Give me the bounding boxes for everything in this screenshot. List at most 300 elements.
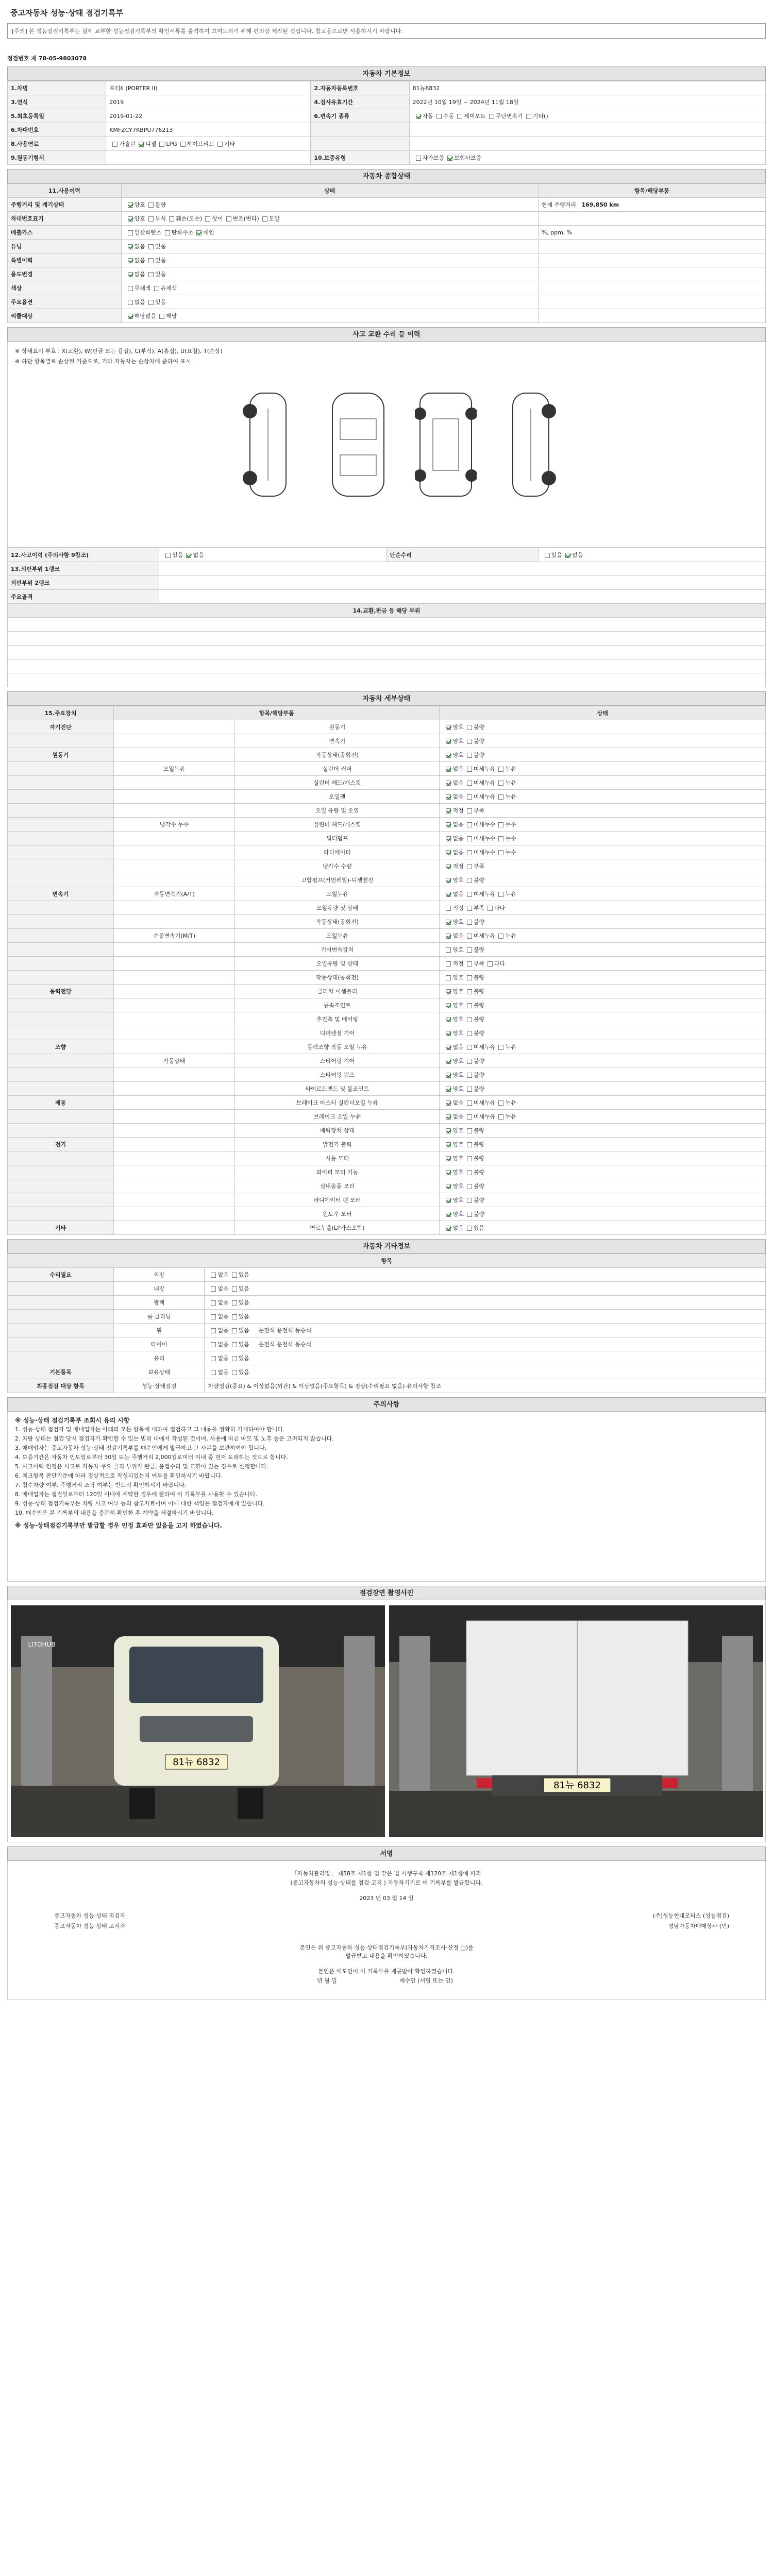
checkbox-label: 부족 [473, 863, 484, 870]
checkbox-label: 미세누수 [473, 835, 496, 842]
table-row [8, 81, 766, 95]
detail-item: 워터펌프 [235, 832, 440, 845]
rear-plate-text: 81뉴 6832 [553, 1780, 601, 1791]
detail-item: 오일 유량 및 오염 [235, 804, 440, 818]
detail-group [8, 1207, 114, 1221]
checkbox [416, 114, 421, 119]
detail-item: 브레이크 마스터 실린더오일 누유 [235, 1096, 440, 1110]
other-options [205, 1296, 766, 1310]
checkbox-label: 누유 [505, 1044, 516, 1050]
checkbox [232, 1300, 237, 1306]
checkbox [467, 1184, 472, 1189]
wheel-note: 운전석 운전석 동승석 [258, 1341, 312, 1348]
detail-options [440, 1026, 766, 1040]
detail-options [440, 1165, 766, 1179]
checkbox [186, 553, 191, 558]
checkbox [446, 753, 451, 758]
checkbox-label: 없음 [217, 1341, 229, 1348]
detail-group: 전기 [8, 1138, 114, 1151]
detail-subgroup [113, 1179, 234, 1193]
detail-options [440, 845, 766, 859]
checkbox [467, 1212, 472, 1217]
detail-group [8, 804, 114, 818]
checkbox-label: 과다 [494, 960, 506, 967]
checkbox [148, 258, 154, 263]
checkbox [467, 1087, 472, 1092]
detail-subgroup [113, 845, 234, 859]
detail-subgroup: 작동상태 [113, 1054, 234, 1068]
checkbox-label: 없음 [452, 891, 464, 897]
table-row [8, 776, 766, 790]
checkbox-label: 적정 [452, 807, 464, 814]
checkbox-label: 누유 [505, 1113, 516, 1120]
checkbox-label: 양호 [452, 1016, 464, 1023]
checkbox-label: 없음 [134, 243, 145, 250]
photo-front-view [11, 1605, 385, 1837]
detail-subgroup [113, 1026, 234, 1040]
table-row [8, 1124, 766, 1138]
detail-subgroup [113, 748, 234, 762]
checkbox [154, 286, 159, 291]
other-info-table [7, 1253, 766, 1393]
detail-group [8, 1179, 114, 1193]
detail-item: 등속조인트 [235, 998, 440, 1012]
checkbox [498, 794, 503, 800]
checkbox [226, 216, 231, 222]
table-row [8, 1165, 766, 1179]
general-row-label: 차대번호표기 [8, 212, 122, 226]
checkbox [148, 300, 154, 305]
detail-group [8, 776, 114, 790]
detail-item: 발전기 출력 [235, 1138, 440, 1151]
detail-group [8, 1110, 114, 1124]
checkbox [446, 1017, 451, 1022]
general-row-options [121, 198, 538, 212]
general-status-table [7, 183, 766, 323]
checkbox-label: 있음 [238, 1285, 249, 1292]
table-row [8, 915, 766, 929]
sign-line-1: 「자동차관리법」 제58조 제1항 및 같은 법 시행규칙 제120조 제1항에 따라 [291, 1870, 482, 1877]
table-row [8, 859, 766, 873]
checkbox [467, 850, 472, 855]
checkbox [165, 553, 171, 558]
checkbox-label: 해당없음 [134, 313, 157, 319]
checkbox [467, 892, 472, 897]
detail-item: 오일유량 및 상태 [235, 901, 440, 915]
checkbox [211, 1356, 216, 1361]
detail-options [440, 915, 766, 929]
table-row [8, 226, 766, 240]
detail-item: 시동 모터 [235, 1151, 440, 1165]
checkbox [467, 1128, 472, 1133]
checkbox [128, 272, 133, 277]
detail-item: 디퍼렌셜 기어 [235, 1026, 440, 1040]
checkbox-label: 양호 [452, 1030, 464, 1037]
detail-options [440, 859, 766, 873]
checkbox-label: 무단변속기 [495, 113, 523, 120]
checkbox [148, 244, 154, 249]
detail-group [8, 832, 114, 845]
checkbox [467, 1142, 472, 1147]
detail-subgroup [113, 901, 234, 915]
detail-subgroup: 자동변속기(A/T) [113, 887, 234, 901]
checkbox [446, 1059, 451, 1064]
checkbox-label: 없음 [193, 552, 204, 558]
basic-label-1: 3.연식 [8, 95, 106, 109]
detail-group: 자기진단 [8, 720, 114, 734]
checkbox-label: 누유 [505, 793, 516, 800]
detail-options [440, 971, 766, 985]
table-row [8, 762, 766, 776]
detail-subgroup [113, 998, 234, 1012]
detail-group [8, 998, 114, 1012]
table-row [8, 1110, 766, 1124]
emission-units: %, ppm, % [541, 229, 573, 236]
other-group [8, 1296, 114, 1310]
detail-options [440, 1179, 766, 1193]
warranty-options [409, 151, 765, 165]
checkbox-label: 없음 [217, 1327, 229, 1334]
simple-repair-options [538, 548, 765, 562]
table-row [8, 1096, 766, 1110]
checkbox-label: 자동 [422, 113, 433, 120]
checkbox-label: 불량 [473, 1127, 484, 1134]
checkbox-label: 불량 [473, 1169, 484, 1176]
cert-number: 정검번호 제 78-05-9803078 [7, 55, 87, 62]
general-row-label: 리콜대상 [8, 309, 122, 323]
table-row [8, 1012, 766, 1026]
checkbox [446, 1184, 451, 1189]
checkbox-label: 불량 [473, 1197, 484, 1204]
basic-label-1: 1.차명 [8, 81, 106, 95]
checkbox [447, 156, 452, 161]
detail-group [8, 971, 114, 985]
notes-line: 8. 매매업자는 점검일로부터 120일 이내에 계약한 경우에 한하여 이 기록부를 사용할 수 있습니다. [15, 1491, 258, 1498]
detail-subgroup: 냉각수 누수 [113, 818, 234, 832]
other-options [205, 1337, 766, 1351]
detail-group [8, 873, 114, 887]
section-signature: 서명 [7, 1846, 766, 1861]
detail-col-3: 상태 [440, 706, 766, 720]
checkbox-label: 미세누유 [473, 933, 496, 939]
checkbox-label: 없음 [452, 766, 464, 772]
checkbox-label: 불량 [473, 1141, 484, 1148]
checkbox [467, 934, 472, 939]
checkbox [446, 1142, 451, 1147]
table-row [8, 1310, 766, 1324]
checkbox [128, 300, 133, 305]
receive-line-2: 발급받고 내용을 확인하였습니다. [345, 1953, 428, 1959]
table-row [8, 873, 766, 887]
notes-line: 7. 침수차량 여부, 주행거리 조작 여부는 반드시 확인하시기 바랍니다. [15, 1482, 187, 1488]
table-row [8, 646, 766, 659]
checkbox [467, 906, 472, 911]
detail-subgroup [113, 873, 234, 887]
notes-line: 3. 매매업자는 중고자동차 성능·상태 점검기록부를 매수인에게 발급하고 그 사본을 보관하여야 합니다. [15, 1445, 267, 1451]
checkbox [446, 975, 451, 980]
checkbox [467, 989, 472, 994]
checkbox [467, 781, 472, 786]
checkbox [436, 114, 442, 119]
section-photos: 점검장면 촬영사진 [7, 1586, 766, 1600]
basic-value-2 [409, 137, 765, 151]
detail-item: 라디에이터 팬 모터 [235, 1193, 440, 1207]
general-row-options [121, 253, 538, 267]
checkbox [211, 1300, 216, 1306]
checkbox-label: 양호 [452, 1058, 464, 1064]
other-options [205, 1324, 766, 1337]
checkbox [446, 906, 451, 911]
detail-options [440, 1138, 766, 1151]
car-diagram-area [7, 342, 766, 548]
checkbox-label: 일산화탄소 [134, 229, 162, 236]
detail-item: 오일팬 [235, 790, 440, 804]
basic-label-1: 9.원동기형식 [8, 151, 106, 165]
checkbox-label: 누수 [505, 849, 516, 856]
detail-subgroup [113, 915, 234, 929]
checkbox [545, 553, 550, 558]
buyer-sign: 매수인 (서명 또는 인) [399, 1977, 453, 1984]
other-item: 보유상태 [113, 1365, 205, 1379]
detail-subgroup [113, 1138, 234, 1151]
sign-line-2: (중고자동차의 성능·상태를 점검·고지 ) 자동차기기로 이 기록부를 발급합니다. [290, 1879, 483, 1886]
checkbox [446, 1045, 451, 1050]
detail-options [440, 1068, 766, 1082]
signature-block [7, 1861, 766, 2000]
detail-item: 배력장치 상태 [235, 1124, 440, 1138]
general-row-options [121, 226, 538, 240]
checkbox [467, 725, 472, 730]
wheel-note: 운전석 운전석 동승석 [258, 1327, 312, 1334]
checkbox-label: 없음 [452, 793, 464, 800]
checkbox [446, 1212, 451, 1217]
checkbox-label: 불량 [473, 724, 484, 731]
checkbox [467, 1100, 472, 1106]
checkbox-label: 없음 [217, 1369, 229, 1376]
checkbox-label: 디젤 [145, 141, 157, 147]
other-options [205, 1365, 766, 1379]
table-row [8, 267, 766, 281]
other-group [8, 1351, 114, 1365]
checkbox [467, 878, 472, 883]
checkbox-label: 없음 [452, 779, 464, 786]
detail-group [8, 943, 114, 957]
page-title: 중고자동차 성능·상태 점검기록부 [10, 8, 124, 18]
detail-item: 실린더 헤드/개스킷 [235, 818, 440, 832]
table-row [8, 618, 766, 632]
detail-subgroup: 수동변속기(M/T) [113, 929, 234, 943]
checkbox-label: 양호 [452, 1002, 464, 1009]
checkbox-label: 보험사보증 [454, 155, 482, 161]
table-row [8, 790, 766, 804]
detail-item: 실린더 헤드/개스킷 [235, 776, 440, 790]
receive-line-1: 본인은 위 중고자동차 성능·상태점검기록부(자동차가격조사·산정 □)를 [299, 1944, 474, 1951]
checkbox-label: 누유 [505, 779, 516, 786]
checkbox-label: 양호 [452, 738, 464, 744]
detail-item: 실린더 커버 [235, 762, 440, 776]
detail-group [8, 859, 114, 873]
car-side-left-diagram [240, 388, 296, 501]
detail-options [440, 1221, 766, 1235]
basic-value-1: 2019 [106, 95, 311, 109]
table-row [8, 1379, 766, 1393]
transmission-options [409, 109, 765, 123]
checkbox-label: 불량 [473, 1183, 484, 1190]
detail-item: 작동상태(공회전) [235, 915, 440, 929]
checkbox [165, 230, 170, 235]
detail-item: 오일누유 [235, 929, 440, 943]
diagram-legend: ※ 상태표시 부호 : X(교환), W(판금 또는 용접), C(부식), A(흠집), U(요철), T(손상) [15, 348, 223, 354]
checkbox-label: 하이브리드 [187, 141, 214, 147]
detail-group [8, 1026, 114, 1040]
table-row [8, 1207, 766, 1221]
other-item: 외장 [113, 1268, 205, 1282]
other-options [205, 1282, 766, 1296]
checkbox [467, 1156, 472, 1161]
checkbox-label: 가솔린 [119, 141, 136, 147]
checkbox-label: 불량 [473, 877, 484, 884]
checkbox-label: 있음 [238, 1299, 249, 1306]
detail-options [440, 1110, 766, 1124]
checkbox-label: 미세누유 [473, 1044, 496, 1050]
detail-item: 기어변속장치 [235, 943, 440, 957]
checkbox-label: 없음 [452, 835, 464, 842]
basic-label-1: 6.차대번호 [8, 123, 106, 137]
checkbox-label: 없음 [452, 1044, 464, 1050]
checkbox-label: 없음 [217, 1272, 229, 1278]
checkbox-label: 없음 [452, 821, 464, 828]
notes-body [7, 1412, 766, 1582]
table-row [8, 845, 766, 859]
general-row-note [538, 309, 765, 323]
checkbox-label: 불량 [473, 1030, 484, 1037]
checkbox-label: 누유 [505, 766, 516, 772]
table-row [8, 562, 766, 576]
general-row-note [538, 212, 765, 226]
detail-options [440, 790, 766, 804]
checkbox [446, 794, 451, 800]
detail-subgroup [113, 1207, 234, 1221]
table-row [8, 720, 766, 734]
checkbox-label: 양호 [134, 201, 145, 208]
checkbox [467, 767, 472, 772]
checkbox-label: 양호 [452, 752, 464, 758]
checkbox [467, 1226, 472, 1231]
detail-item: 오일누유 [235, 887, 440, 901]
checkbox [498, 781, 503, 786]
checkbox-label: 도말 [268, 215, 280, 222]
detail-subgroup: 오일누유 [113, 762, 234, 776]
detail-subgroup [113, 1082, 234, 1096]
section-detail-status: 자동차 세부상태 [7, 691, 766, 706]
checkbox-label: 과다 [494, 905, 506, 911]
detail-group: 제동 [8, 1096, 114, 1110]
table-row [8, 901, 766, 915]
checkbox-label: 불량 [473, 1058, 484, 1064]
checkbox [446, 822, 451, 827]
mileage-label: 현재 주행거리 [541, 201, 576, 208]
detail-group [8, 790, 114, 804]
table-row [8, 673, 766, 687]
panel-rank-label: 13.외판부위 1랭크 [8, 562, 159, 576]
checkbox-label: 양호 [452, 946, 464, 953]
table-row [8, 1054, 766, 1068]
detail-subgroup [113, 1193, 234, 1207]
checkbox-label: 없음 [134, 271, 145, 278]
checkbox-label: 양호 [452, 1127, 464, 1134]
checkbox-label: 있음 [155, 271, 166, 278]
detail-item: 스티어링 기어 [235, 1054, 440, 1068]
checkbox-label: 없음 [452, 1099, 464, 1106]
checkbox [467, 794, 472, 800]
checkbox-label: 있음 [238, 1272, 249, 1278]
general-row-note [538, 226, 765, 240]
checkbox [467, 1073, 472, 1078]
detail-group [8, 929, 114, 943]
detail-group [8, 818, 114, 832]
notes-title: ※ 성능·상태 점검기록부 조회시 유의 사항 [15, 1417, 130, 1424]
checkbox [148, 202, 154, 208]
basic-label-2 [311, 137, 409, 151]
general-row-note [538, 253, 765, 267]
general-col-item: 11.사용이력 [8, 184, 122, 198]
checkbox [446, 1170, 451, 1175]
checkbox [467, 739, 472, 744]
notes-line: 9. 성능·상태 점검기록부는 차량 사고 여부 등의 참고자료이며 이에 대한 책임은 점검자에게 있습니다. [15, 1500, 265, 1507]
checkbox-label: 양호 [134, 215, 145, 222]
checkbox [128, 286, 133, 291]
detail-subgroup [113, 790, 234, 804]
checkbox [446, 1156, 451, 1161]
section-general-status: 자동차 종합상태 [7, 169, 766, 183]
photo-row [7, 1600, 766, 1842]
table-row [8, 1040, 766, 1054]
notes-line: 1. 성능·상태 점검자 및 매매업자는 아래의 모든 항목에 대하여 점검하고 그 내용을 정확히 기재하여야 합니다. [15, 1426, 285, 1433]
notes-line: 6. 체크항목 판단기준에 따라 정상적으로 작성되었는지 여부를 확인하시기 바랍니다. [15, 1472, 223, 1479]
detail-options [440, 873, 766, 887]
table-row [8, 1282, 766, 1296]
checkbox-label: 부족 [473, 960, 484, 967]
car-side-right-diagram [502, 388, 559, 501]
checkbox-label: 양호 [452, 919, 464, 925]
other-item: 휠 [113, 1324, 205, 1337]
detail-subgroup [113, 1040, 234, 1054]
checkbox [128, 216, 133, 222]
detail-subgroup [113, 1096, 234, 1110]
checkbox-label: 유채색 [160, 285, 177, 292]
inspector-label: 중고자동차 성능·상태 점검자 [54, 1912, 126, 1919]
general-row-label: 배출가스 [8, 226, 122, 240]
general-col-note: 항목/해당부품 [538, 184, 765, 198]
checkbox [446, 1226, 451, 1231]
checkbox-label: 미세누유 [473, 1099, 496, 1106]
detail-item: 윈도우 모터 [235, 1207, 440, 1221]
checkbox [180, 142, 186, 147]
checkbox [498, 892, 503, 897]
other-group [8, 1324, 114, 1337]
other-options [205, 1310, 766, 1324]
general-row-options [121, 212, 538, 226]
checkbox [467, 864, 472, 869]
checkbox [205, 216, 210, 222]
notes-footer: ※ 성능·상태점검기록부만 발급할 경우 인정 효과만 있음을 고지 하였습니다. [15, 1522, 222, 1529]
basic-value-2: 81뉴6832 [409, 81, 765, 95]
detail-options [440, 929, 766, 943]
checkbox-label: 양호 [452, 1155, 464, 1162]
detail-options [440, 804, 766, 818]
detail-subgroup [113, 776, 234, 790]
checkbox-label: 양호 [452, 1197, 464, 1204]
